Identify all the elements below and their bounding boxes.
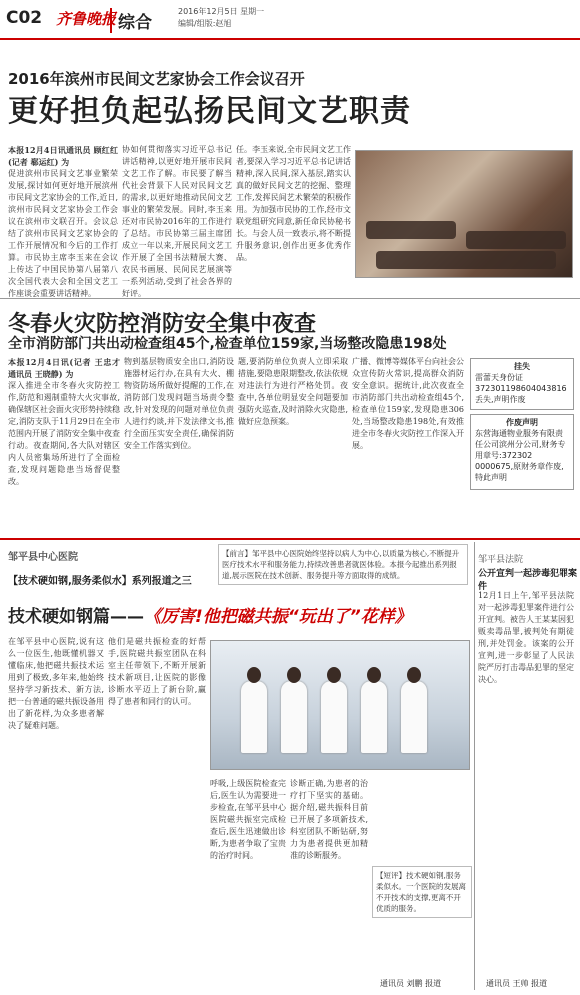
article3-title bbox=[8, 602, 412, 627]
lost-notice-body: 雷蕾天身份证372301198604043816丢失,声明作废 bbox=[475, 373, 567, 404]
article2-subtitle: 全市消防部门共出动检查组45个,检查单位159家,当场整改隐患198处 bbox=[8, 336, 447, 352]
article2-title: 冬春火灾防控消防安全集中夜查 bbox=[8, 312, 317, 337]
article1-col1-text: 促进滨州市民间文艺事业繁荣发展,探讨如何更好地开展滨州市民间文艺家协会的工作,近日,滨州市民间文艺家协会工作会议在滨州市文联召开。会议总结了滨州市民间文艺家协会的工作开展情况和今后的工作打算。市民协主席李玉来在会议上传达了中国民协第八届第八次全国代表大会和全国文艺工作座谈会重要讲话精神。 bbox=[8, 169, 118, 298]
section-name: 综合 bbox=[110, 8, 152, 33]
article1-col3: 任。李玉来说,全市民间文艺工作者,要深入学习习近平总书记讲话精神,深入民间,深入基层,踏实认真的做好民间文艺的挖掘、整理工作,发挥民间艺术繁荣的积极作用。为加强市民协的工作,经市文联党组研究同意,新任命民协秘书长。与会人员一致表示,将不断提升服务意识,创作出更多优秀作品。 bbox=[236, 145, 351, 262]
article3-col3: 呼吸,上级医院检查完后,医生认为需要进一步检查,在邹平县中心医院磁共振室完成检查后,医生迅速做出诊断,为患者争取了宝贵的治疗时间。 bbox=[210, 779, 286, 860]
article3-col2: 他们是磁共振检查的好帮手,医院磁共振室团队在科室主任带领下,不断开展新技术新项目,让医院的影像诊断水平迈上了新台阶,赢得了患者和同行的认可。 bbox=[108, 637, 206, 706]
article1-col1 bbox=[8, 144, 118, 298]
divider bbox=[0, 298, 580, 299]
article3-title-plain: 技术硬如钢篇—— bbox=[8, 607, 144, 627]
article3-title-red: 《厉害!他把磁共振“玩出了”花样》 bbox=[144, 607, 412, 627]
void-statement bbox=[470, 414, 574, 490]
void-statement-body: 东营海通物业服务有限责任公司滨州分公司,财务专用章号:372302 0000675,原财务章作废,特此声明 bbox=[475, 429, 566, 482]
article3-col1: 在邹平县中心医院,说有这么一位医生,他既懂机器又懂临床,他把磁共振技术运用到了极致,多年来,他始终坚持学习新技术、新方法,把一台普通的磁共振设备用出了新花样,为众多患者解决了疑难问题。 bbox=[8, 637, 104, 730]
doctors-photo bbox=[210, 640, 470, 770]
article4-body: 12月1日上午,邹平县法院对一起涉毒犯罪案件进行公开宣判。被告人王某某因犯贩卖毒品罪,被判处有期徒刑,并处罚金。该案的公开宣判,进一步彰显了人民法院严厉打击毒品犯罪的坚定决心。 bbox=[478, 591, 574, 684]
divider bbox=[0, 538, 580, 540]
newspaper-logo: 齐鲁晚报 bbox=[56, 10, 117, 28]
void-statement-head: 作废声明 bbox=[506, 418, 538, 427]
editor-line: 编辑/组版:赵旭 bbox=[178, 19, 232, 28]
article1-col2: 协如何贯彻落实习近平总书记讲话精神,以更好地开展市民间文艺工作了解。市民要了解当代社会背景下人民对民间文艺的需求,以更好地推动民间文艺事业的繁荣发展。同时,李玉来还对市民协2016年的工作进行了总结。市民协第三届主席团成立一年以来,开展民间文艺工作开展了全国书法精展大赛、农民书画展、民间民艺展演等一系列活动,受到了社会各界的好评。 bbox=[122, 145, 232, 298]
article2-col4: 广播、微博等媒体平台向社会公众宣传防火常识,提高群众消防安全意识。据统计,此次夜查全市消防部门共出动检查组45个,检查单位159家,发现隐患306处,当场整改隐患198处,有效推进全市冬春火灾防控工作深入开展。 bbox=[352, 357, 464, 450]
date-line: 2016年12月5日 星期一 bbox=[178, 7, 265, 16]
article1-title: 更好担负起弘扬民间文艺职责 bbox=[8, 94, 411, 129]
article3-col4: 诊断正确,为患者的治疗打下坚实的基础。据介绍,磁共振科目前已开展了多项新技术,科室团队不断钻研,努力为患者提供更加精准的诊断服务。 bbox=[290, 779, 368, 860]
lost-notice bbox=[470, 358, 574, 410]
article1-subtitle: 2016年滨州市民间文艺家协会工作会议召开 bbox=[8, 70, 305, 88]
article3-series: 【技术硬如钢,服务柔似水】系列报道之三 bbox=[8, 576, 192, 587]
article2-col2: 物到基层物质安全出口,消防设施器材运行办,在具有大火、棚物资防场所做好提醒的工作,在消防部门发现问题当场责令整改,针对发现的问题对单位负责人进行约谈,并下发法律文书,推行全面压实安全责任,确保消防安全工作落实到位。 bbox=[124, 357, 234, 450]
lost-notice-head: 挂失 bbox=[514, 362, 530, 371]
page-code: C02 bbox=[6, 8, 43, 28]
article3-intro: 【前言】邹平县中心医院始终坚持以病人为中心,以质量为核心,不断提升医疗技术水平和服务能力,持续改善患者就医体验。本报今起推出系列报道,展示医院在技术创新、服务提升等方面取得的成绩。 bbox=[218, 544, 468, 585]
article4-title: 公开宣判一起涉毒犯罪案件 bbox=[478, 569, 578, 592]
meeting-photo bbox=[355, 150, 573, 278]
article4-signature: 通讯员 王帅 报道 bbox=[486, 979, 548, 988]
article3-signature: 通讯员 刘鹏 报道 bbox=[380, 979, 442, 988]
article3-note: 【短评】技术硬如钢,服务柔似水。一个医院的发展离不开技术的支撑,更离不开优质的服务。 bbox=[372, 866, 472, 918]
article2-col1-text: 深入推进全市冬春火灾防控工作,防范和遏制重特大火灾事故,确保辖区社会面火灾形势持续稳定,消防支队于11月29日在全市范围内开展了消防安全集中夜查行动。夜查期间,各大队对辖区内人员密集场所进行了全面检查,发现问题隐患当场督促整改。 bbox=[8, 381, 120, 486]
article2-byline: 本报12月4日讯(记者 王忠才 通讯员 王晓静) 为 bbox=[8, 357, 120, 379]
column-divider bbox=[474, 542, 475, 990]
article4-source: 邹平县法院 bbox=[478, 555, 524, 565]
article1-byline: 本报12月4日讯通讯员 顾红红 (记者 郗运红) 为 bbox=[8, 145, 118, 167]
article2-col3: 题,要消防单位负责人立即采取措施,要隐患限期整改,依法依规对违法行为进行严格处罚。夜查中,各单位明显安全问题要加强防火巡查,及时消除火灾隐患,做好应急预案。 bbox=[238, 357, 348, 426]
header-meta bbox=[178, 6, 264, 30]
article2-col1 bbox=[8, 356, 120, 534]
page-header bbox=[0, 0, 580, 40]
article3-source: 邹平县中心医院 bbox=[8, 552, 78, 563]
